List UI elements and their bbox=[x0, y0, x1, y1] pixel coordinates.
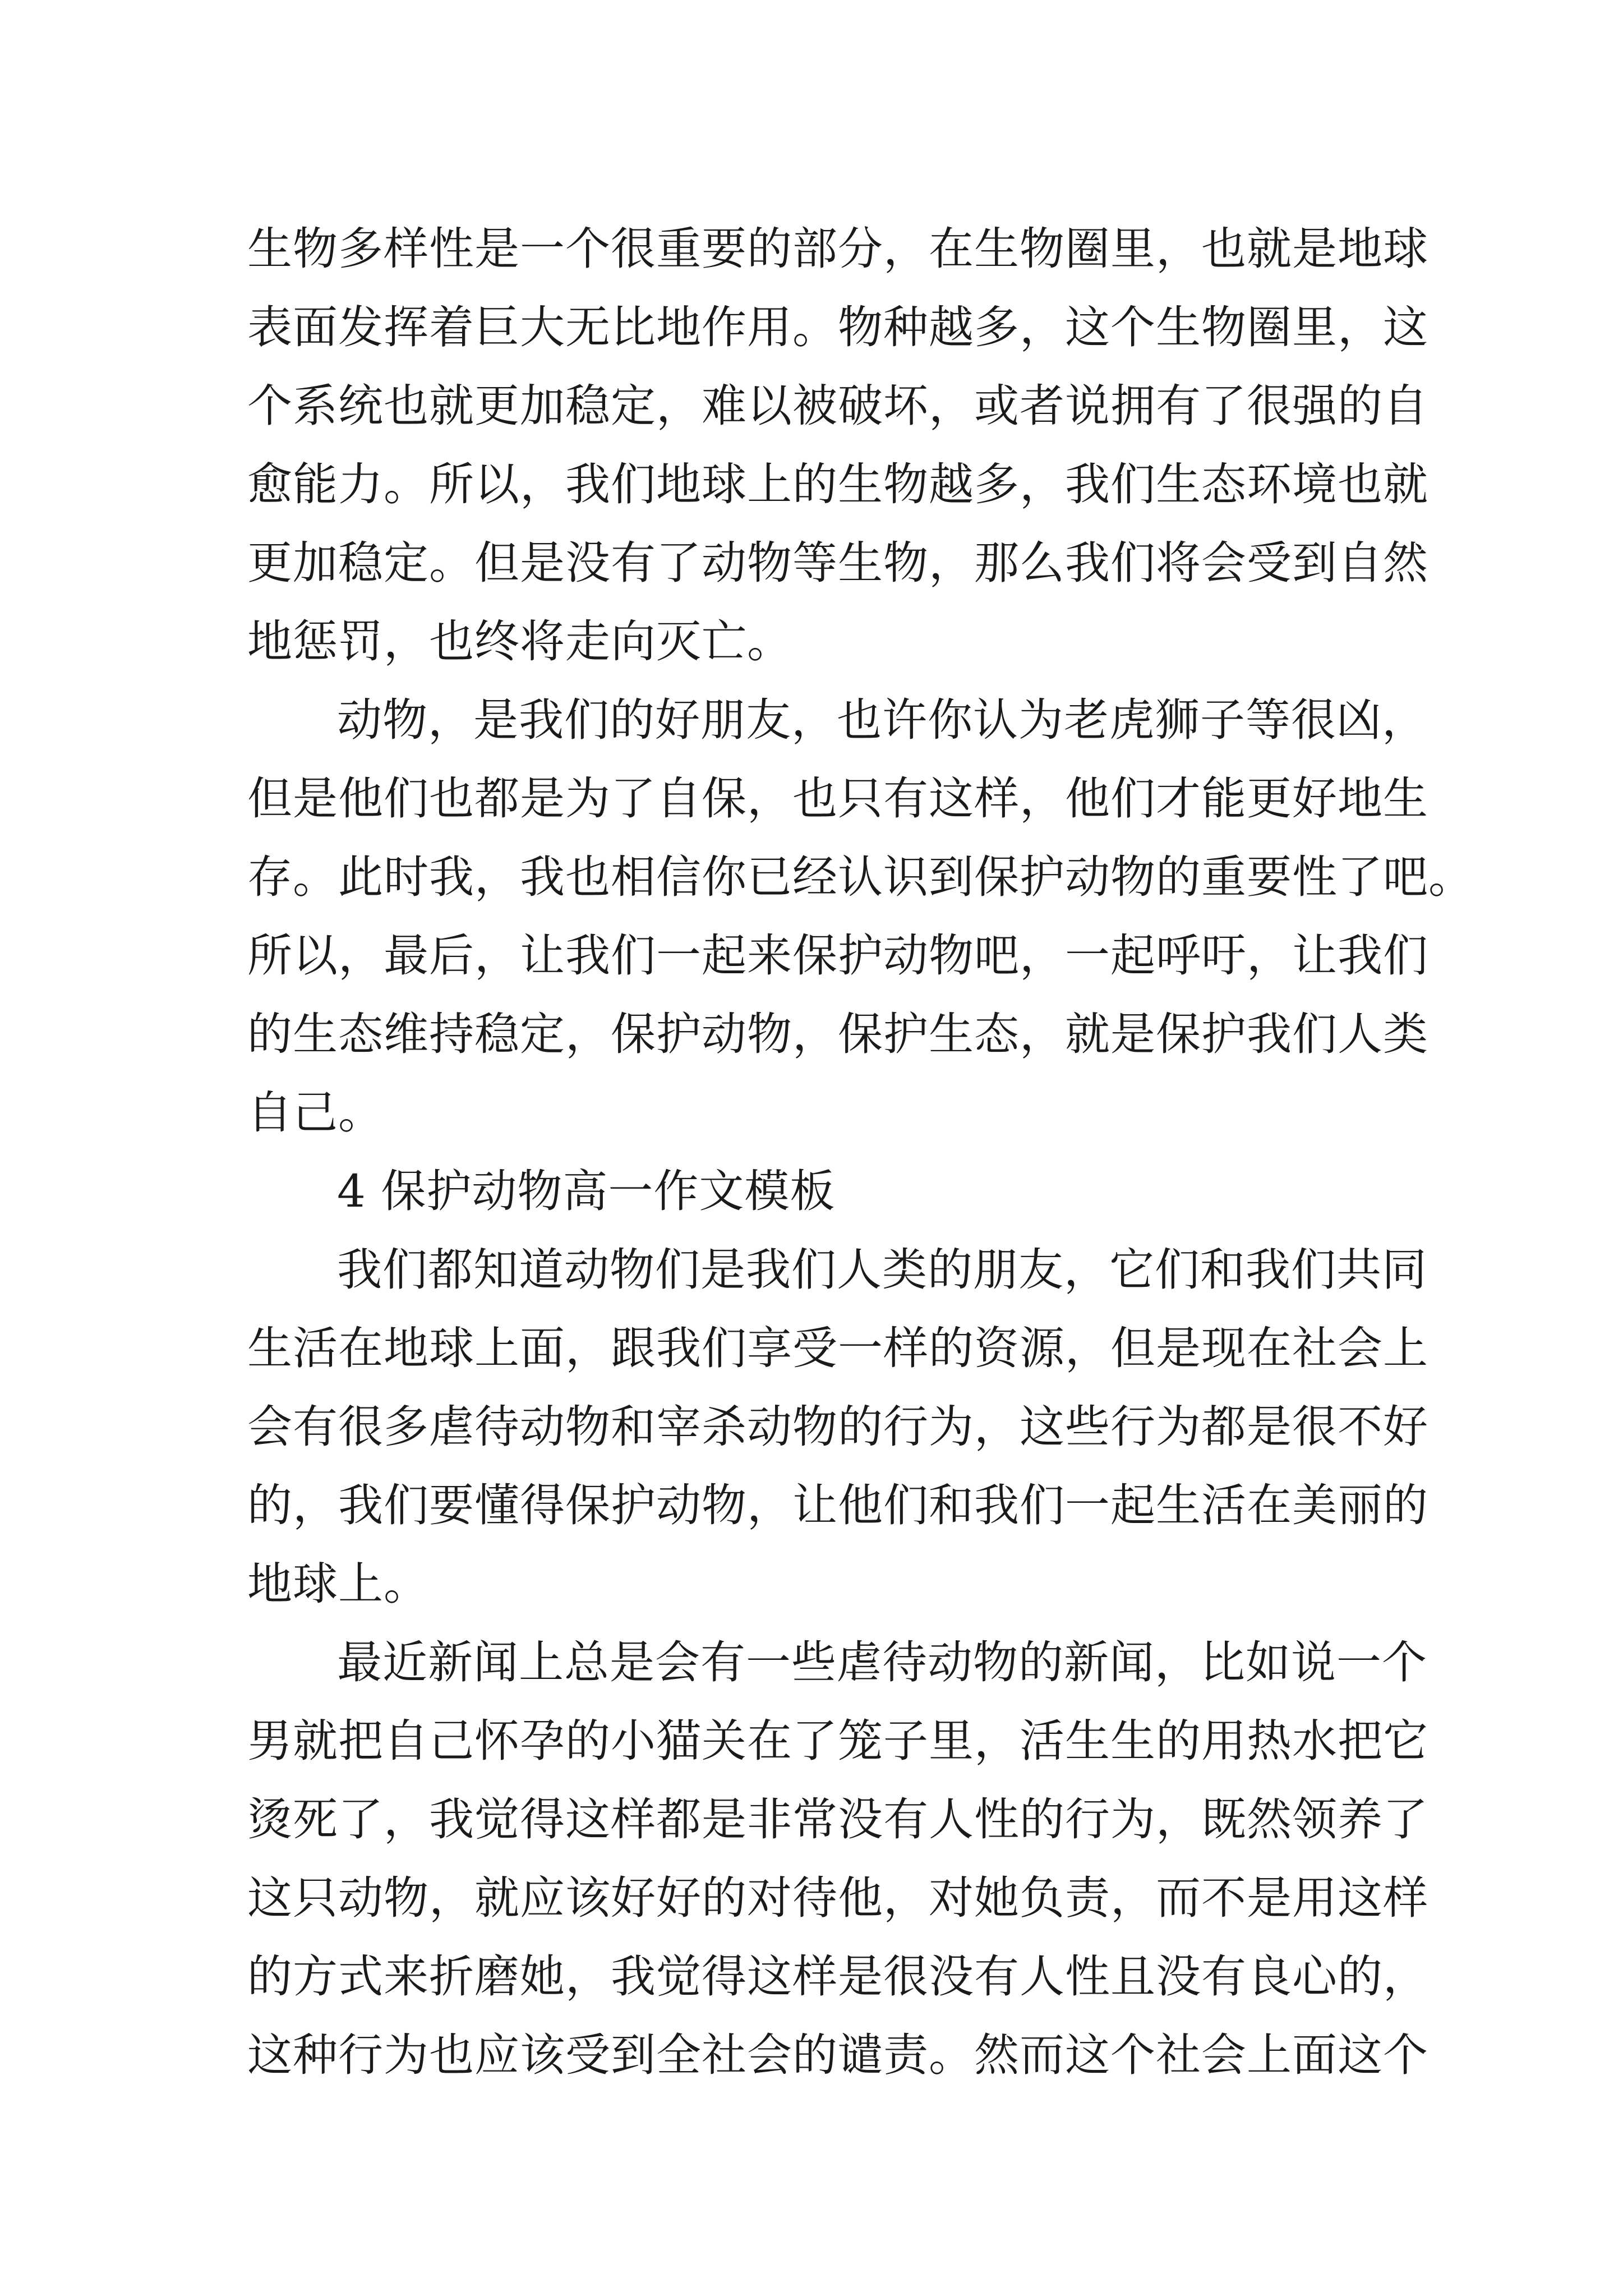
text-line: 男就把自己怀孕的小猫关在了笼子里，活生生的用热水把它 bbox=[247, 1715, 1428, 1767]
text-line: 这只动物，就应该好好的对待他，对她负责，而不是用这样 bbox=[247, 1872, 1428, 1924]
text-line: 个系统也就更加稳定，难以被破坏，或者说拥有了很强的自 bbox=[247, 380, 1428, 432]
text-line: 自己。 bbox=[247, 1087, 384, 1139]
text-line: 会有很多虐待动物和宰杀动物的行为，这些行为都是很不好 bbox=[247, 1401, 1428, 1453]
text-line: 但是他们也都是为了自保，也只有这样，他们才能更好地生 bbox=[247, 772, 1428, 825]
paragraph-first-line: 动物，是我们的好朋友，也许你认为老虎狮子等很凶， bbox=[337, 694, 1427, 746]
paragraph-first-line: 我们都知道动物们是我们人类的朋友，它们和我们共同 bbox=[337, 1244, 1427, 1296]
text-line: 愈能力。所以，我们地球上的生物越多，我们生态环境也就 bbox=[247, 458, 1428, 510]
text-line: 烫死了，我觉得这样都是非常没有人性的行为，既然领养了 bbox=[247, 1793, 1428, 1846]
text-line: 存。此时我，我也相信你已经认识到保护动物的重要性了吧。 bbox=[247, 851, 1474, 903]
text-line: 所以，最后，让我们一起来保护动物吧，一起呼吁，让我们 bbox=[247, 930, 1428, 982]
section-heading: 4 保护动物高一作文模板 bbox=[337, 1165, 836, 1217]
text-line: 这种行为也应该受到全社会的谴责。然而这个社会上面这个 bbox=[247, 2029, 1428, 2081]
text-line: 生活在地球上面，跟我们享受一样的资源，但是现在社会上 bbox=[247, 1322, 1428, 1374]
text-line: 地惩罚，也终将走向灭亡。 bbox=[247, 615, 792, 668]
text-line: 更加稳定。但是没有了动物等生物，那么我们将会受到自然 bbox=[247, 537, 1428, 589]
text-line: 的，我们要懂得保护动物，让他们和我们一起生活在美丽的 bbox=[247, 1479, 1428, 1531]
text-line: 表面发挥着巨大无比地作用。物种越多，这个生物圈里，这 bbox=[247, 301, 1428, 353]
paragraph-first-line: 最近新闻上总是会有一些虐待动物的新闻，比如说一个 bbox=[337, 1636, 1427, 1688]
text-line: 生物多样性是一个很重要的部分，在生物圈里，也就是地球 bbox=[247, 223, 1428, 275]
text-line: 的方式来折磨她，我觉得这样是很没有人性且没有良心的， bbox=[247, 1950, 1428, 2003]
text-line: 地球上。 bbox=[247, 1558, 429, 1610]
text-line: 的生态维持稳定，保护动物，保护生态，就是保护我们人类 bbox=[247, 1008, 1428, 1060]
